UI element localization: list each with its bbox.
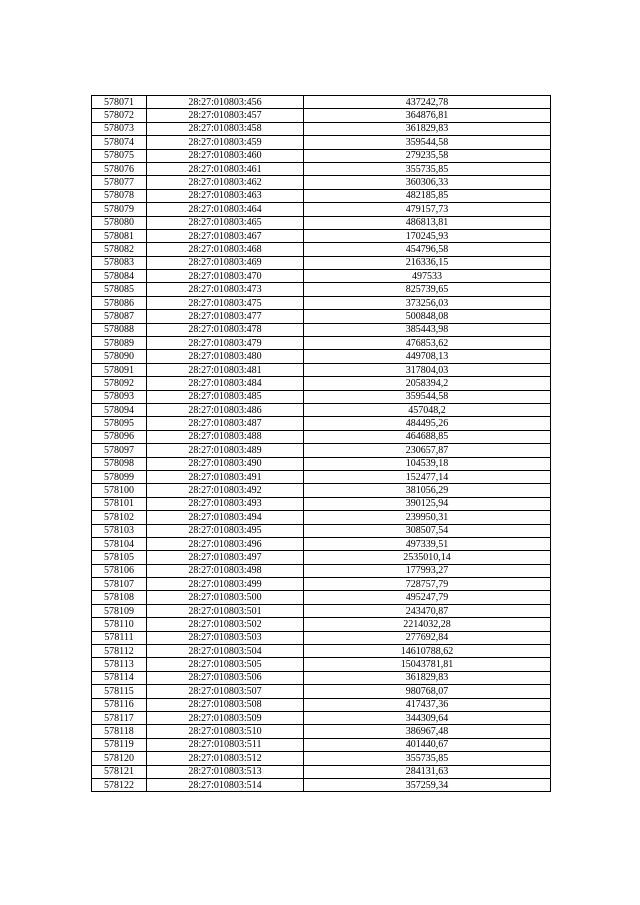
value-cell: 390125,94 — [304, 497, 551, 510]
cadastral-number-cell: 28:27:010803:496 — [147, 537, 304, 550]
value-cell: 230657,87 — [304, 444, 551, 457]
row-number-cell: 578084 — [92, 270, 147, 283]
cadastral-number-cell: 28:27:010803:510 — [147, 725, 304, 738]
cadastral-number-cell: 28:27:010803:479 — [147, 337, 304, 350]
cadastral-number-cell: 28:27:010803:480 — [147, 350, 304, 363]
value-cell: 357259,34 — [304, 778, 551, 791]
row-number-cell: 578102 — [92, 511, 147, 524]
value-cell: 2058394,2 — [304, 377, 551, 390]
cadastral-number-cell: 28:27:010803:499 — [147, 578, 304, 591]
cadastral-number-cell: 28:27:010803:467 — [147, 229, 304, 242]
table-row — [92, 551, 551, 564]
table-row — [92, 725, 551, 738]
table-row — [92, 310, 551, 323]
row-number-cell: 578115 — [92, 685, 147, 698]
row-number-cell: 578089 — [92, 337, 147, 350]
row-number-cell: 578078 — [92, 189, 147, 202]
table-row — [92, 711, 551, 724]
row-number-cell: 578071 — [92, 96, 147, 109]
row-number-cell: 578095 — [92, 417, 147, 430]
cadastral-number-cell: 28:27:010803:457 — [147, 109, 304, 122]
value-cell: 482185,85 — [304, 189, 551, 202]
cadastral-number-cell: 28:27:010803:475 — [147, 296, 304, 309]
table-row — [92, 604, 551, 617]
cadastral-number-cell: 28:27:010803:503 — [147, 631, 304, 644]
table-row — [92, 216, 551, 229]
cadastral-number-cell: 28:27:010803:469 — [147, 256, 304, 269]
table-row — [92, 511, 551, 524]
cadastral-number-cell: 28:27:010803:491 — [147, 470, 304, 483]
value-cell: 980768,07 — [304, 685, 551, 698]
value-cell: 355735,85 — [304, 752, 551, 765]
value-cell: 277692,84 — [304, 631, 551, 644]
table-row — [92, 296, 551, 309]
row-number-cell: 578075 — [92, 149, 147, 162]
row-number-cell: 578080 — [92, 216, 147, 229]
table-row — [92, 390, 551, 403]
table-row — [92, 403, 551, 416]
table-row — [92, 564, 551, 577]
cadastral-number-cell: 28:27:010803:487 — [147, 417, 304, 430]
table-row — [92, 203, 551, 216]
table-row — [92, 283, 551, 296]
row-number-cell: 578122 — [92, 778, 147, 791]
cadastral-number-cell: 28:27:010803:478 — [147, 323, 304, 336]
table-row — [92, 444, 551, 457]
table-row — [92, 578, 551, 591]
value-cell: 2214032,28 — [304, 618, 551, 631]
value-cell: 284131,63 — [304, 765, 551, 778]
value-cell: 457048,2 — [304, 403, 551, 416]
row-number-cell: 578094 — [92, 403, 147, 416]
row-number-cell: 578110 — [92, 618, 147, 631]
value-cell: 497533 — [304, 270, 551, 283]
row-number-cell: 578106 — [92, 564, 147, 577]
row-number-cell: 578096 — [92, 430, 147, 443]
table-row — [92, 645, 551, 658]
table-row — [92, 618, 551, 631]
cadastral-number-cell: 28:27:010803:512 — [147, 752, 304, 765]
value-cell: 216336,15 — [304, 256, 551, 269]
cadastral-number-cell: 28:27:010803:464 — [147, 203, 304, 216]
row-number-cell: 578118 — [92, 725, 147, 738]
row-number-cell: 578101 — [92, 497, 147, 510]
row-number-cell: 578093 — [92, 390, 147, 403]
row-number-cell: 578119 — [92, 738, 147, 751]
cadastral-number-cell: 28:27:010803:514 — [147, 778, 304, 791]
table-row — [92, 631, 551, 644]
table-row — [92, 698, 551, 711]
table-row — [92, 591, 551, 604]
table-row — [92, 497, 551, 510]
row-number-cell: 578072 — [92, 109, 147, 122]
cadastral-number-cell: 28:27:010803:501 — [147, 604, 304, 617]
table-row — [92, 176, 551, 189]
cadastral-value-table — [91, 95, 551, 792]
table-row — [92, 189, 551, 202]
row-number-cell: 578116 — [92, 698, 147, 711]
cadastral-number-cell: 28:27:010803:473 — [147, 283, 304, 296]
row-number-cell: 578073 — [92, 122, 147, 135]
table-row — [92, 484, 551, 497]
row-number-cell: 578086 — [92, 296, 147, 309]
value-cell: 177993,27 — [304, 564, 551, 577]
row-number-cell: 578092 — [92, 377, 147, 390]
table-row — [92, 457, 551, 470]
row-number-cell: 578105 — [92, 551, 147, 564]
value-cell: 386967,48 — [304, 725, 551, 738]
cadastral-number-cell: 28:27:010803:500 — [147, 591, 304, 604]
value-cell: 497339,51 — [304, 537, 551, 550]
cadastral-number-cell: 28:27:010803:494 — [147, 511, 304, 524]
row-number-cell: 578081 — [92, 229, 147, 242]
cadastral-number-cell: 28:27:010803:513 — [147, 765, 304, 778]
value-cell: 500848,08 — [304, 310, 551, 323]
row-number-cell: 578121 — [92, 765, 147, 778]
cadastral-number-cell: 28:27:010803:486 — [147, 403, 304, 416]
row-number-cell: 578120 — [92, 752, 147, 765]
cadastral-number-cell: 28:27:010803:505 — [147, 658, 304, 671]
cadastral-number-cell: 28:27:010803:463 — [147, 189, 304, 202]
table-row — [92, 430, 551, 443]
table-row — [92, 417, 551, 430]
value-cell: 239950,31 — [304, 511, 551, 524]
row-number-cell: 578104 — [92, 537, 147, 550]
row-number-cell: 578097 — [92, 444, 147, 457]
value-cell: 728757,79 — [304, 578, 551, 591]
row-number-cell: 578109 — [92, 604, 147, 617]
cadastral-number-cell: 28:27:010803:481 — [147, 363, 304, 376]
row-number-cell: 578103 — [92, 524, 147, 537]
cadastral-number-cell: 28:27:010803:489 — [147, 444, 304, 457]
cadastral-number-cell: 28:27:010803:484 — [147, 377, 304, 390]
row-number-cell: 578113 — [92, 658, 147, 671]
value-cell: 484495,26 — [304, 417, 551, 430]
cadastral-number-cell: 28:27:010803:508 — [147, 698, 304, 711]
cadastral-number-cell: 28:27:010803:465 — [147, 216, 304, 229]
table-row — [92, 136, 551, 149]
table-row — [92, 122, 551, 135]
table-row — [92, 256, 551, 269]
value-cell: 454796,58 — [304, 243, 551, 256]
row-number-cell: 578112 — [92, 645, 147, 658]
table-row — [92, 671, 551, 684]
table-row — [92, 323, 551, 336]
value-cell: 104539,18 — [304, 457, 551, 470]
value-cell: 479157,73 — [304, 203, 551, 216]
table-row — [92, 363, 551, 376]
table-row — [92, 149, 551, 162]
row-number-cell: 578088 — [92, 323, 147, 336]
cadastral-number-cell: 28:27:010803:461 — [147, 162, 304, 175]
table-row — [92, 537, 551, 550]
cadastral-number-cell: 28:27:010803:511 — [147, 738, 304, 751]
value-cell: 360306,33 — [304, 176, 551, 189]
cadastral-number-cell: 28:27:010803:493 — [147, 497, 304, 510]
table-row — [92, 377, 551, 390]
value-cell: 361829,83 — [304, 671, 551, 684]
table-row — [92, 162, 551, 175]
cadastral-number-cell: 28:27:010803:456 — [147, 96, 304, 109]
table-row — [92, 350, 551, 363]
row-number-cell: 578087 — [92, 310, 147, 323]
cadastral-number-cell: 28:27:010803:497 — [147, 551, 304, 564]
table-row — [92, 109, 551, 122]
value-cell: 279235,58 — [304, 149, 551, 162]
cadastral-number-cell: 28:27:010803:459 — [147, 136, 304, 149]
row-number-cell: 578090 — [92, 350, 147, 363]
cadastral-number-cell: 28:27:010803:458 — [147, 122, 304, 135]
table-row — [92, 752, 551, 765]
table-row — [92, 685, 551, 698]
row-number-cell: 578085 — [92, 283, 147, 296]
cadastral-number-cell: 28:27:010803:495 — [147, 524, 304, 537]
value-cell: 464688,85 — [304, 430, 551, 443]
cadastral-number-cell: 28:27:010803:509 — [147, 711, 304, 724]
row-number-cell: 578098 — [92, 457, 147, 470]
row-number-cell: 578108 — [92, 591, 147, 604]
table-row — [92, 243, 551, 256]
cadastral-number-cell: 28:27:010803:470 — [147, 270, 304, 283]
table-row — [92, 765, 551, 778]
value-cell: 170245,93 — [304, 229, 551, 242]
table-row — [92, 229, 551, 242]
table-row — [92, 96, 551, 109]
value-cell: 152477,14 — [304, 470, 551, 483]
value-cell: 317804,03 — [304, 363, 551, 376]
row-number-cell: 578100 — [92, 484, 147, 497]
row-number-cell: 578077 — [92, 176, 147, 189]
cadastral-number-cell: 28:27:010803:460 — [147, 149, 304, 162]
value-cell: 243470,87 — [304, 604, 551, 617]
row-number-cell: 578076 — [92, 162, 147, 175]
cadastral-number-cell: 28:27:010803:490 — [147, 457, 304, 470]
value-cell: 437242,78 — [304, 96, 551, 109]
value-cell: 449708,13 — [304, 350, 551, 363]
table-row — [92, 778, 551, 791]
value-cell: 344309,64 — [304, 711, 551, 724]
row-number-cell: 578099 — [92, 470, 147, 483]
table-row — [92, 738, 551, 751]
cadastral-number-cell: 28:27:010803:488 — [147, 430, 304, 443]
cadastral-number-cell: 28:27:010803:468 — [147, 243, 304, 256]
row-number-cell: 578074 — [92, 136, 147, 149]
table-row — [92, 337, 551, 350]
value-cell: 825739,65 — [304, 283, 551, 296]
cadastral-number-cell: 28:27:010803:504 — [147, 645, 304, 658]
value-cell: 417437,36 — [304, 698, 551, 711]
value-cell: 359544,58 — [304, 390, 551, 403]
cadastral-number-cell: 28:27:010803:492 — [147, 484, 304, 497]
row-number-cell: 578107 — [92, 578, 147, 591]
row-number-cell: 578111 — [92, 631, 147, 644]
value-cell: 401440,67 — [304, 738, 551, 751]
value-cell: 495247,79 — [304, 591, 551, 604]
value-cell: 381056,29 — [304, 484, 551, 497]
value-cell: 2535010,14 — [304, 551, 551, 564]
row-number-cell: 578082 — [92, 243, 147, 256]
row-number-cell: 578079 — [92, 203, 147, 216]
table-row — [92, 470, 551, 483]
row-number-cell: 578091 — [92, 363, 147, 376]
value-cell: 364876,81 — [304, 109, 551, 122]
row-number-cell: 578117 — [92, 711, 147, 724]
table-row — [92, 270, 551, 283]
value-cell: 308507,54 — [304, 524, 551, 537]
row-number-cell: 578114 — [92, 671, 147, 684]
row-number-cell: 578083 — [92, 256, 147, 269]
value-cell: 359544,58 — [304, 136, 551, 149]
value-cell: 486813,81 — [304, 216, 551, 229]
cadastral-number-cell: 28:27:010803:477 — [147, 310, 304, 323]
value-cell: 385443,98 — [304, 323, 551, 336]
cadastral-number-cell: 28:27:010803:507 — [147, 685, 304, 698]
value-cell: 373256,03 — [304, 296, 551, 309]
cadastral-number-cell: 28:27:010803:498 — [147, 564, 304, 577]
value-cell: 355735,85 — [304, 162, 551, 175]
value-cell: 476853,62 — [304, 337, 551, 350]
value-cell: 14610788,62 — [304, 645, 551, 658]
table-row — [92, 524, 551, 537]
value-cell: 15043781,81 — [304, 658, 551, 671]
table-body — [92, 96, 551, 792]
cadastral-number-cell: 28:27:010803:502 — [147, 618, 304, 631]
value-cell: 361829,83 — [304, 122, 551, 135]
cadastral-number-cell: 28:27:010803:462 — [147, 176, 304, 189]
table-row — [92, 658, 551, 671]
cadastral-number-cell: 28:27:010803:506 — [147, 671, 304, 684]
cadastral-number-cell: 28:27:010803:485 — [147, 390, 304, 403]
